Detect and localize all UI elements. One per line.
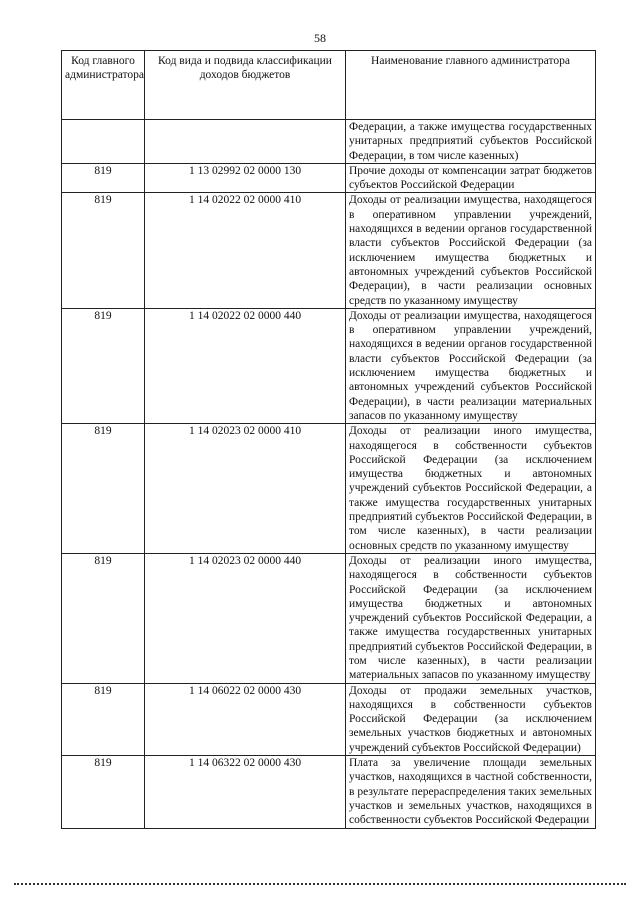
budget-income-table [61, 50, 596, 829]
cell-admin-code [62, 120, 145, 164]
page-number: 58 [314, 31, 326, 45]
table-row [62, 424, 596, 554]
cell-income-code: 1 14 06322 02 0000 430 [145, 756, 346, 828]
cell-admin-code: 819 [62, 308, 145, 423]
header-admin-code: Код главного администратора [62, 51, 145, 120]
cell-admin-code: 819 [62, 756, 145, 828]
cell-admin-code: 819 [62, 424, 145, 554]
cell-admin-name: Прочие доходы от компенсации затрат бюджетов субъектов Российской Федерации [346, 163, 596, 193]
table-header-row [62, 51, 596, 120]
cell-income-code: 1 13 02992 02 0000 130 [145, 163, 346, 193]
cell-admin-name: Федерации, а также имущества государственных унитарных предприятий субъектов Российской Федерации, в том числе казенных) [346, 120, 596, 164]
cell-admin-name: Доходы от продажи земельных участков, находящихся в собственности субъектов Российской Федерации (за исключением земельных участков бюджетных и автономных учреждений субъектов Российской Федерации) [346, 683, 596, 755]
cell-admin-name: Доходы от реализации иного имущества, находящегося в собственности субъектов Российской Федерации (за исключением имущества бюджетных и автономных учреждений субъектов Российской Федерации, а также имущества государственных унитарных предприятий субъектов Российской Федерации, в том числе казенных), в части реализации материальных запасов по указанному имуществу [346, 553, 596, 683]
table-row [62, 308, 596, 423]
table-row [62, 756, 596, 828]
cell-admin-name: Доходы от реализации имущества, находящегося в оперативном управлении учреждений, находящихся в ведении органов государственной власти субъектов Российской Федерации (за исключением имущества бюджетных и автономных учреждений субъектов Российской Федерации), в части реализации материальных запасов по указанному имуществу [346, 308, 596, 423]
header-admin-name: Наименование главного администратора [346, 51, 596, 120]
cell-admin-code: 819 [62, 163, 145, 193]
cell-income-code [145, 120, 346, 164]
cell-admin-name: Доходы от реализации иного имущества, находящегося в собственности субъектов Российской Федерации (за исключением имущества бюджетных и автономных учреждений субъектов Российской Федерации, а также имущества государственных унитарных предприятий субъектов Российской Федерации, в том числе казенных), в части реализации основных средств по указанному имуществу [346, 424, 596, 554]
table-row [62, 553, 596, 683]
cell-income-code: 1 14 02023 02 0000 440 [145, 553, 346, 683]
header-income-code: Код вида и подвида классификации доходов бюджетов [145, 51, 346, 120]
cell-income-code: 1 14 02022 02 0000 440 [145, 308, 346, 423]
table-row [62, 193, 596, 308]
table-row [62, 163, 596, 193]
cell-admin-name: Плата за увеличение площади земельных участков, находящихся в частной собственности, в результате перераспределения таких земельных участков и земельных участков, находящихся в собственности субъектов Российской Федерации [346, 756, 596, 828]
cell-income-code: 1 14 02023 02 0000 410 [145, 424, 346, 554]
cell-admin-code: 819 [62, 553, 145, 683]
cell-income-code: 1 14 06022 02 0000 430 [145, 683, 346, 755]
cell-admin-code: 819 [62, 193, 145, 308]
cell-income-code: 1 14 02022 02 0000 410 [145, 193, 346, 308]
cell-admin-name: Доходы от реализации имущества, находящегося в оперативном управлении учреждений, находящихся в ведении органов государственной власти субъектов Российской Федерации (за исключением имущества бюджетных и автономных учреждений субъектов Российской Федерации), в части реализации основных средств по указанному имуществу [346, 193, 596, 308]
scan-edge-line [14, 883, 626, 887]
cell-admin-code: 819 [62, 683, 145, 755]
table-row [62, 683, 596, 755]
table-row [62, 120, 596, 164]
